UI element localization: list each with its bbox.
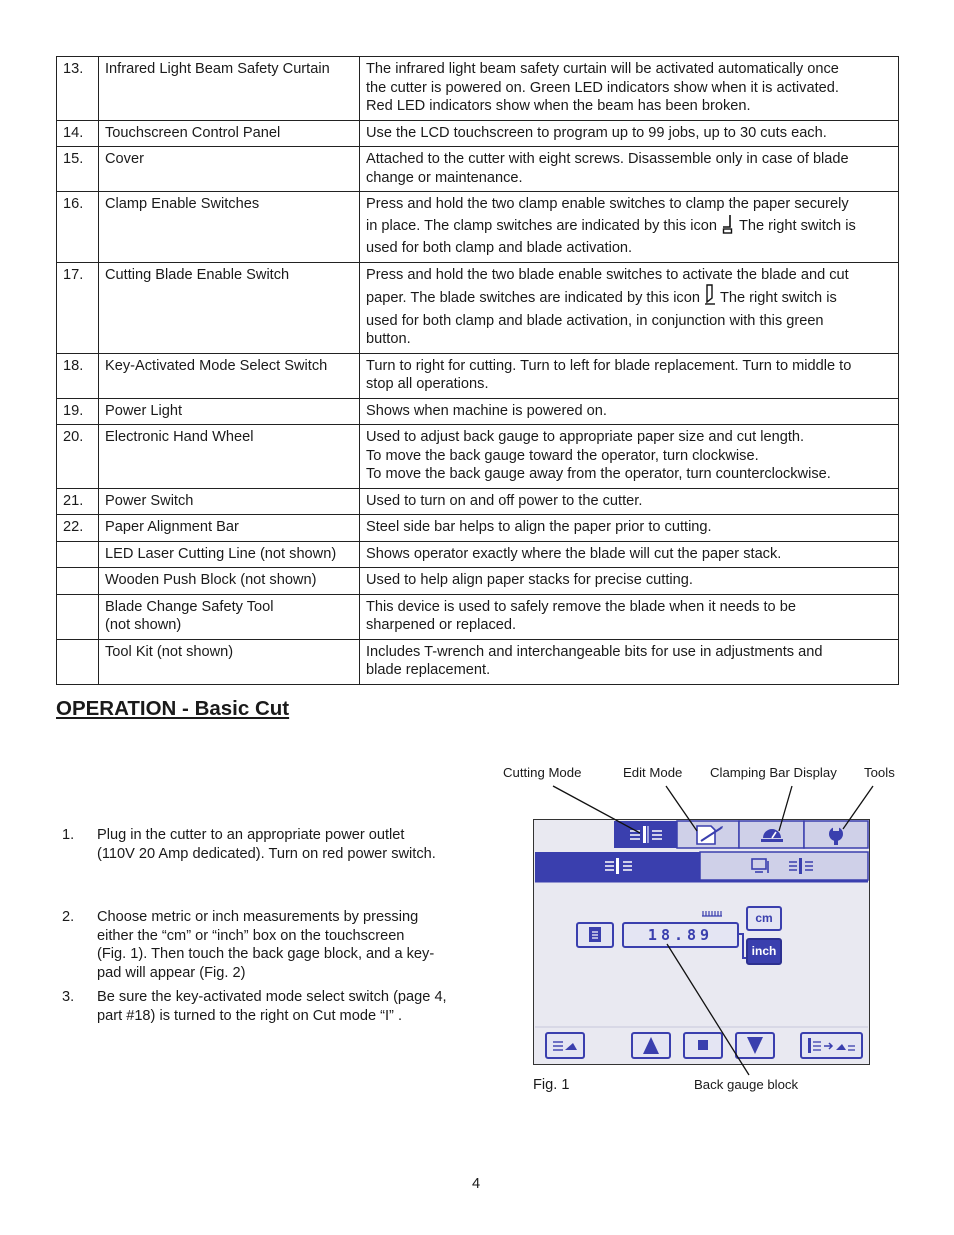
table-row bbox=[57, 262, 899, 353]
part-number: 16. bbox=[57, 192, 99, 263]
table-row bbox=[57, 120, 899, 147]
tab-tools[interactable] bbox=[804, 821, 868, 848]
page-number: 4 bbox=[472, 1176, 481, 1192]
table-row bbox=[57, 57, 899, 121]
part-name: Tool Kit (not shown) bbox=[99, 639, 360, 684]
section-heading: OPERATION - Basic Cut bbox=[56, 697, 290, 720]
part-name: Power Light bbox=[99, 398, 360, 425]
part-number: 20. bbox=[57, 425, 99, 489]
step-number: 1. bbox=[62, 827, 75, 843]
tab-clamping-bar[interactable] bbox=[739, 821, 804, 848]
edit-mode-icon bbox=[677, 821, 739, 848]
table-row bbox=[57, 541, 899, 568]
table-row bbox=[57, 147, 899, 192]
callout-edit-mode: Edit Mode bbox=[623, 765, 683, 780]
part-number bbox=[57, 568, 99, 595]
part-name: Power Switch bbox=[99, 488, 360, 515]
tab-cutting-mode[interactable] bbox=[614, 821, 677, 848]
part-name: Paper Alignment Bar bbox=[99, 515, 360, 542]
part-number bbox=[57, 594, 99, 639]
part-description: Use the LCD touchscreen to program up to 99 jobs, up to 30 cuts each. bbox=[360, 120, 899, 147]
part-number bbox=[57, 639, 99, 684]
part-description: Press and hold the two clamp enable switches to clamp the paper securely in place. The clamp switches are indicated by this icon The right switch is used for both clamp and blade activation. bbox=[360, 192, 899, 263]
table-row bbox=[57, 488, 899, 515]
cut-program-icon bbox=[535, 852, 700, 880]
part-description: Press and hold the two blade enable switches to activate the blade and cut paper. The blade switches are indicated by this icon The right switch is used for both clamp and blade activation, in conjunction with this green button. bbox=[360, 262, 899, 353]
cutting-mode-icon bbox=[614, 821, 677, 848]
part-description: Used to adjust back gauge to appropriate paper size and cut length. To move the back gauge toward the operator, turn clockwise. To move the back gauge away from the operator, turn counterclockwise. bbox=[360, 425, 899, 489]
up-arrow-icon bbox=[633, 1034, 669, 1057]
part-description: Used to turn on and off power to the cutter. bbox=[360, 488, 899, 515]
table-row bbox=[57, 568, 899, 595]
part-description: This device is used to safely remove the blade when it needs to be sharpened or replaced. bbox=[360, 594, 899, 639]
part-name: Blade Change Safety Tool (not shown) bbox=[99, 594, 360, 639]
table-row bbox=[57, 594, 899, 639]
push-paper-icon bbox=[547, 1034, 583, 1057]
unit-cm-button[interactable] bbox=[746, 906, 782, 931]
stop-square-icon bbox=[685, 1034, 721, 1057]
unit-cm-label: cm bbox=[755, 911, 773, 925]
callout-cutting-mode: Cutting Mode bbox=[503, 765, 582, 780]
unit-inch-label: inch bbox=[751, 944, 777, 958]
blade-switch-icon bbox=[704, 284, 716, 312]
program-list-icon bbox=[700, 852, 868, 880]
down-arrow-icon bbox=[737, 1034, 773, 1057]
clamp-switch-icon bbox=[721, 214, 735, 240]
step-text: Be sure the key-activated mode select switch (page 4, part #18) is turned to the right on Cut mode “I” . bbox=[97, 989, 447, 1024]
table-row bbox=[57, 515, 899, 542]
part-name: Wooden Push Block (not shown) bbox=[99, 568, 360, 595]
unit-inch-button[interactable] bbox=[746, 938, 782, 965]
part-number: 13. bbox=[57, 57, 99, 121]
subtab-cut-program[interactable] bbox=[535, 852, 700, 880]
part-number: 22. bbox=[57, 515, 99, 542]
part-name: Touchscreen Control Panel bbox=[99, 120, 360, 147]
part-name: Cover bbox=[99, 147, 360, 192]
callout-tools: Tools bbox=[864, 765, 895, 780]
part-name: Key-Activated Mode Select Switch bbox=[99, 353, 360, 398]
back-gauge-block[interactable] bbox=[622, 922, 739, 948]
callout-clamping-bar: Clamping Bar Display bbox=[710, 765, 837, 780]
part-number: 19. bbox=[57, 398, 99, 425]
part-number: 17. bbox=[57, 262, 99, 353]
gauge-down-button[interactable] bbox=[735, 1032, 775, 1059]
table-row bbox=[57, 192, 899, 263]
step-text: Choose metric or inch measurements by pressing either the “cm” or “inch” box on the touchscreen (Fig. 1). Then touch the back gage block, and a key- pad will appear (Fig. 2) bbox=[97, 909, 435, 981]
auto-cut-icon bbox=[802, 1034, 861, 1057]
part-description: Turn to right for cutting. Turn to left for blade replacement. Turn to middle to stop all operations. bbox=[360, 353, 899, 398]
program-button[interactable] bbox=[576, 922, 614, 948]
part-name: Electronic Hand Wheel bbox=[99, 425, 360, 489]
part-name: LED Laser Cutting Line (not shown) bbox=[99, 541, 360, 568]
back-gauge-value: 18.89 bbox=[647, 926, 714, 944]
auto-cut-button[interactable] bbox=[800, 1032, 863, 1059]
part-number: 14. bbox=[57, 120, 99, 147]
part-description: Shows when machine is powered on. bbox=[360, 398, 899, 425]
part-name: Infrared Light Beam Safety Curtain bbox=[99, 57, 360, 121]
table-row bbox=[57, 353, 899, 398]
push-paper-button[interactable] bbox=[545, 1032, 585, 1059]
gauge-stop-button[interactable] bbox=[683, 1032, 723, 1059]
table-row bbox=[57, 398, 899, 425]
table-row bbox=[57, 425, 899, 489]
table-row bbox=[57, 639, 899, 684]
step-text: Plug in the cutter to an appropriate power outlet (110V 20 Amp dedicated). Turn on red power switch. bbox=[97, 827, 436, 862]
program-icon bbox=[578, 924, 612, 946]
figure-caption: Fig. 1 bbox=[533, 1077, 570, 1093]
part-number: 21. bbox=[57, 488, 99, 515]
step-number: 3. bbox=[62, 989, 75, 1005]
parts-table bbox=[56, 56, 899, 685]
part-name: Cutting Blade Enable Switch bbox=[99, 262, 360, 353]
tools-wrench-icon bbox=[804, 821, 868, 848]
part-description: Includes T-wrench and interchangeable bits for use in adjustments and blade replacement. bbox=[360, 639, 899, 684]
part-number: 15. bbox=[57, 147, 99, 192]
part-description: The infrared light beam safety curtain will be activated automatically once the cutter is powered on. Green LED indicators show when it is activated. Red LED indicators show when the beam has been broken. bbox=[360, 57, 899, 121]
part-description: Attached to the cutter with eight screws. Disassemble only in case of blade change or maintenance. bbox=[360, 147, 899, 192]
subtab-program-list[interactable] bbox=[700, 852, 868, 880]
part-number bbox=[57, 541, 99, 568]
clamping-bar-icon bbox=[739, 821, 804, 848]
part-description: Used to help align paper stacks for precise cutting. bbox=[360, 568, 899, 595]
part-description: Shows operator exactly where the blade will cut the paper stack. bbox=[360, 541, 899, 568]
step-number: 2. bbox=[62, 909, 75, 925]
touchscreen-display bbox=[533, 819, 870, 1065]
gauge-up-button[interactable] bbox=[631, 1032, 671, 1059]
part-description: Steel side bar helps to align the paper prior to cutting. bbox=[360, 515, 899, 542]
tab-edit-mode[interactable] bbox=[677, 821, 739, 848]
part-name: Clamp Enable Switches bbox=[99, 192, 360, 263]
callout-back-gauge: Back gauge block bbox=[694, 1077, 799, 1092]
part-number: 18. bbox=[57, 353, 99, 398]
